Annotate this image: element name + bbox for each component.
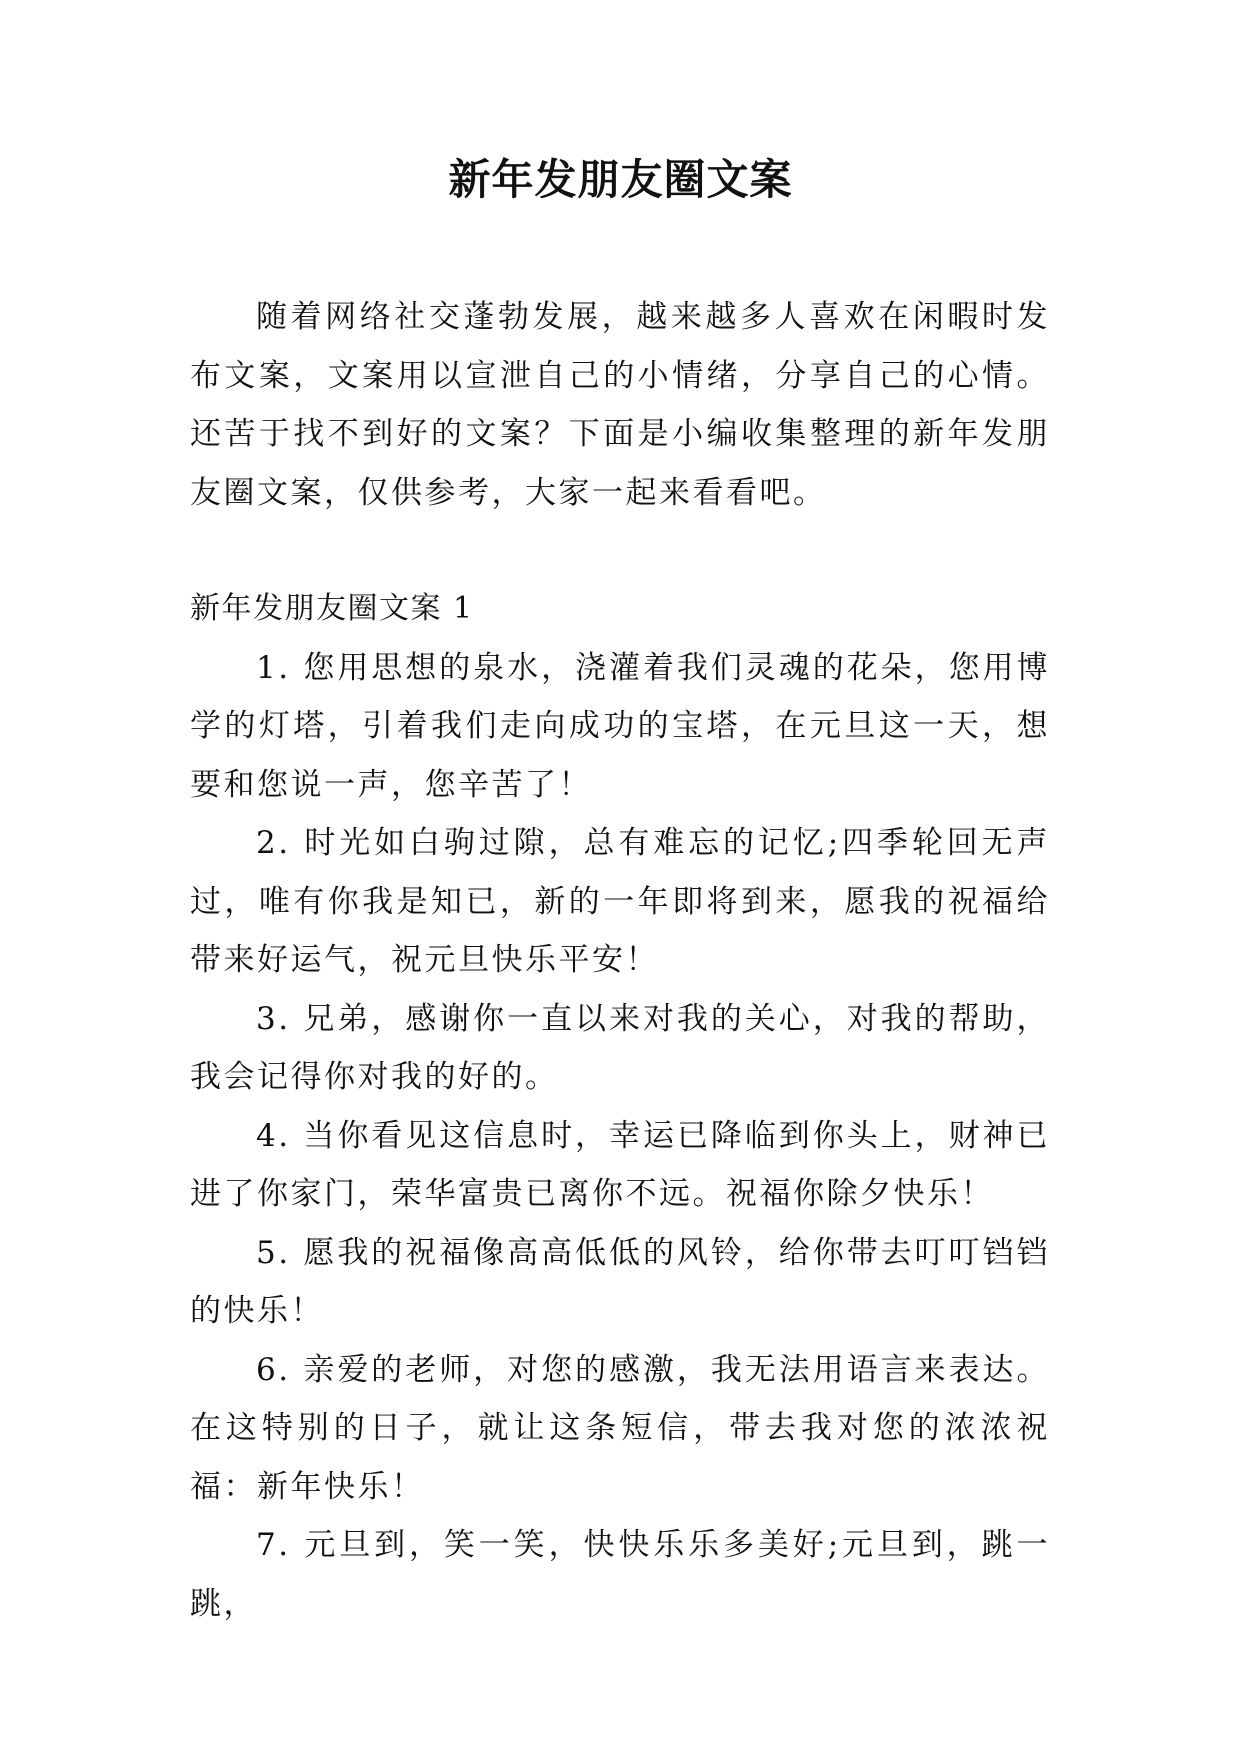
list-item: 2. 时光如白驹过隙，总有难忘的记忆;四季轮回无声过，唯有你我是知已，新的一年即将到来，愿我的祝福给带来好运气，祝元旦快乐平安！ [190,825,1050,978]
list-item: 1. 您用思想的泉水，浇灌着我们灵魂的花朵，您用博学的灯塔，引着我们走向成功的宝塔，在元旦这一天，想要和您说一声，您辛苦了！ [190,649,1050,803]
list-item: 5. 愿我的祝福像高高低低的风铃，给你带去叮叮铛铛的快乐！ [190,1234,1050,1329]
list-item: 7. 元旦到，笑一笑，快快乐乐多美好;元旦到，跳一跳， [190,1527,1050,1622]
intro-paragraph: 随着网络社交蓬勃发展，越来越多人喜欢在闲暇时发布文案，文案用以宣泄自己的小情绪，分享自己的心情。还苦于找不到好的文案？下面是小编收集整理的新年发朋友圈文案，仅供参考，大家一起来看看吧。 [190,299,1050,511]
list-item: 3. 兄弟，感谢你一直以来对我的关心，对我的帮助，我会记得你对我的好的。 [190,1000,1050,1095]
list-item: 6. 亲爱的老师，对您的感激，我无法用语言来表达。在这特别的日子，就让这条短信，带去我对您的浓浓祝福：新年快乐！ [190,1351,1050,1505]
document-body [190,288,1050,1633]
section-heading: 新年发朋友圈文案 1 [190,591,474,626]
document-title: 新年发朋友圈文案 [448,155,793,204]
list-item: 4. 当你看见这信息时，幸运已降临到你头上，财神已进了你家门，荣华富贵已离你不远。祝福你除夕快乐！ [190,1117,1050,1212]
